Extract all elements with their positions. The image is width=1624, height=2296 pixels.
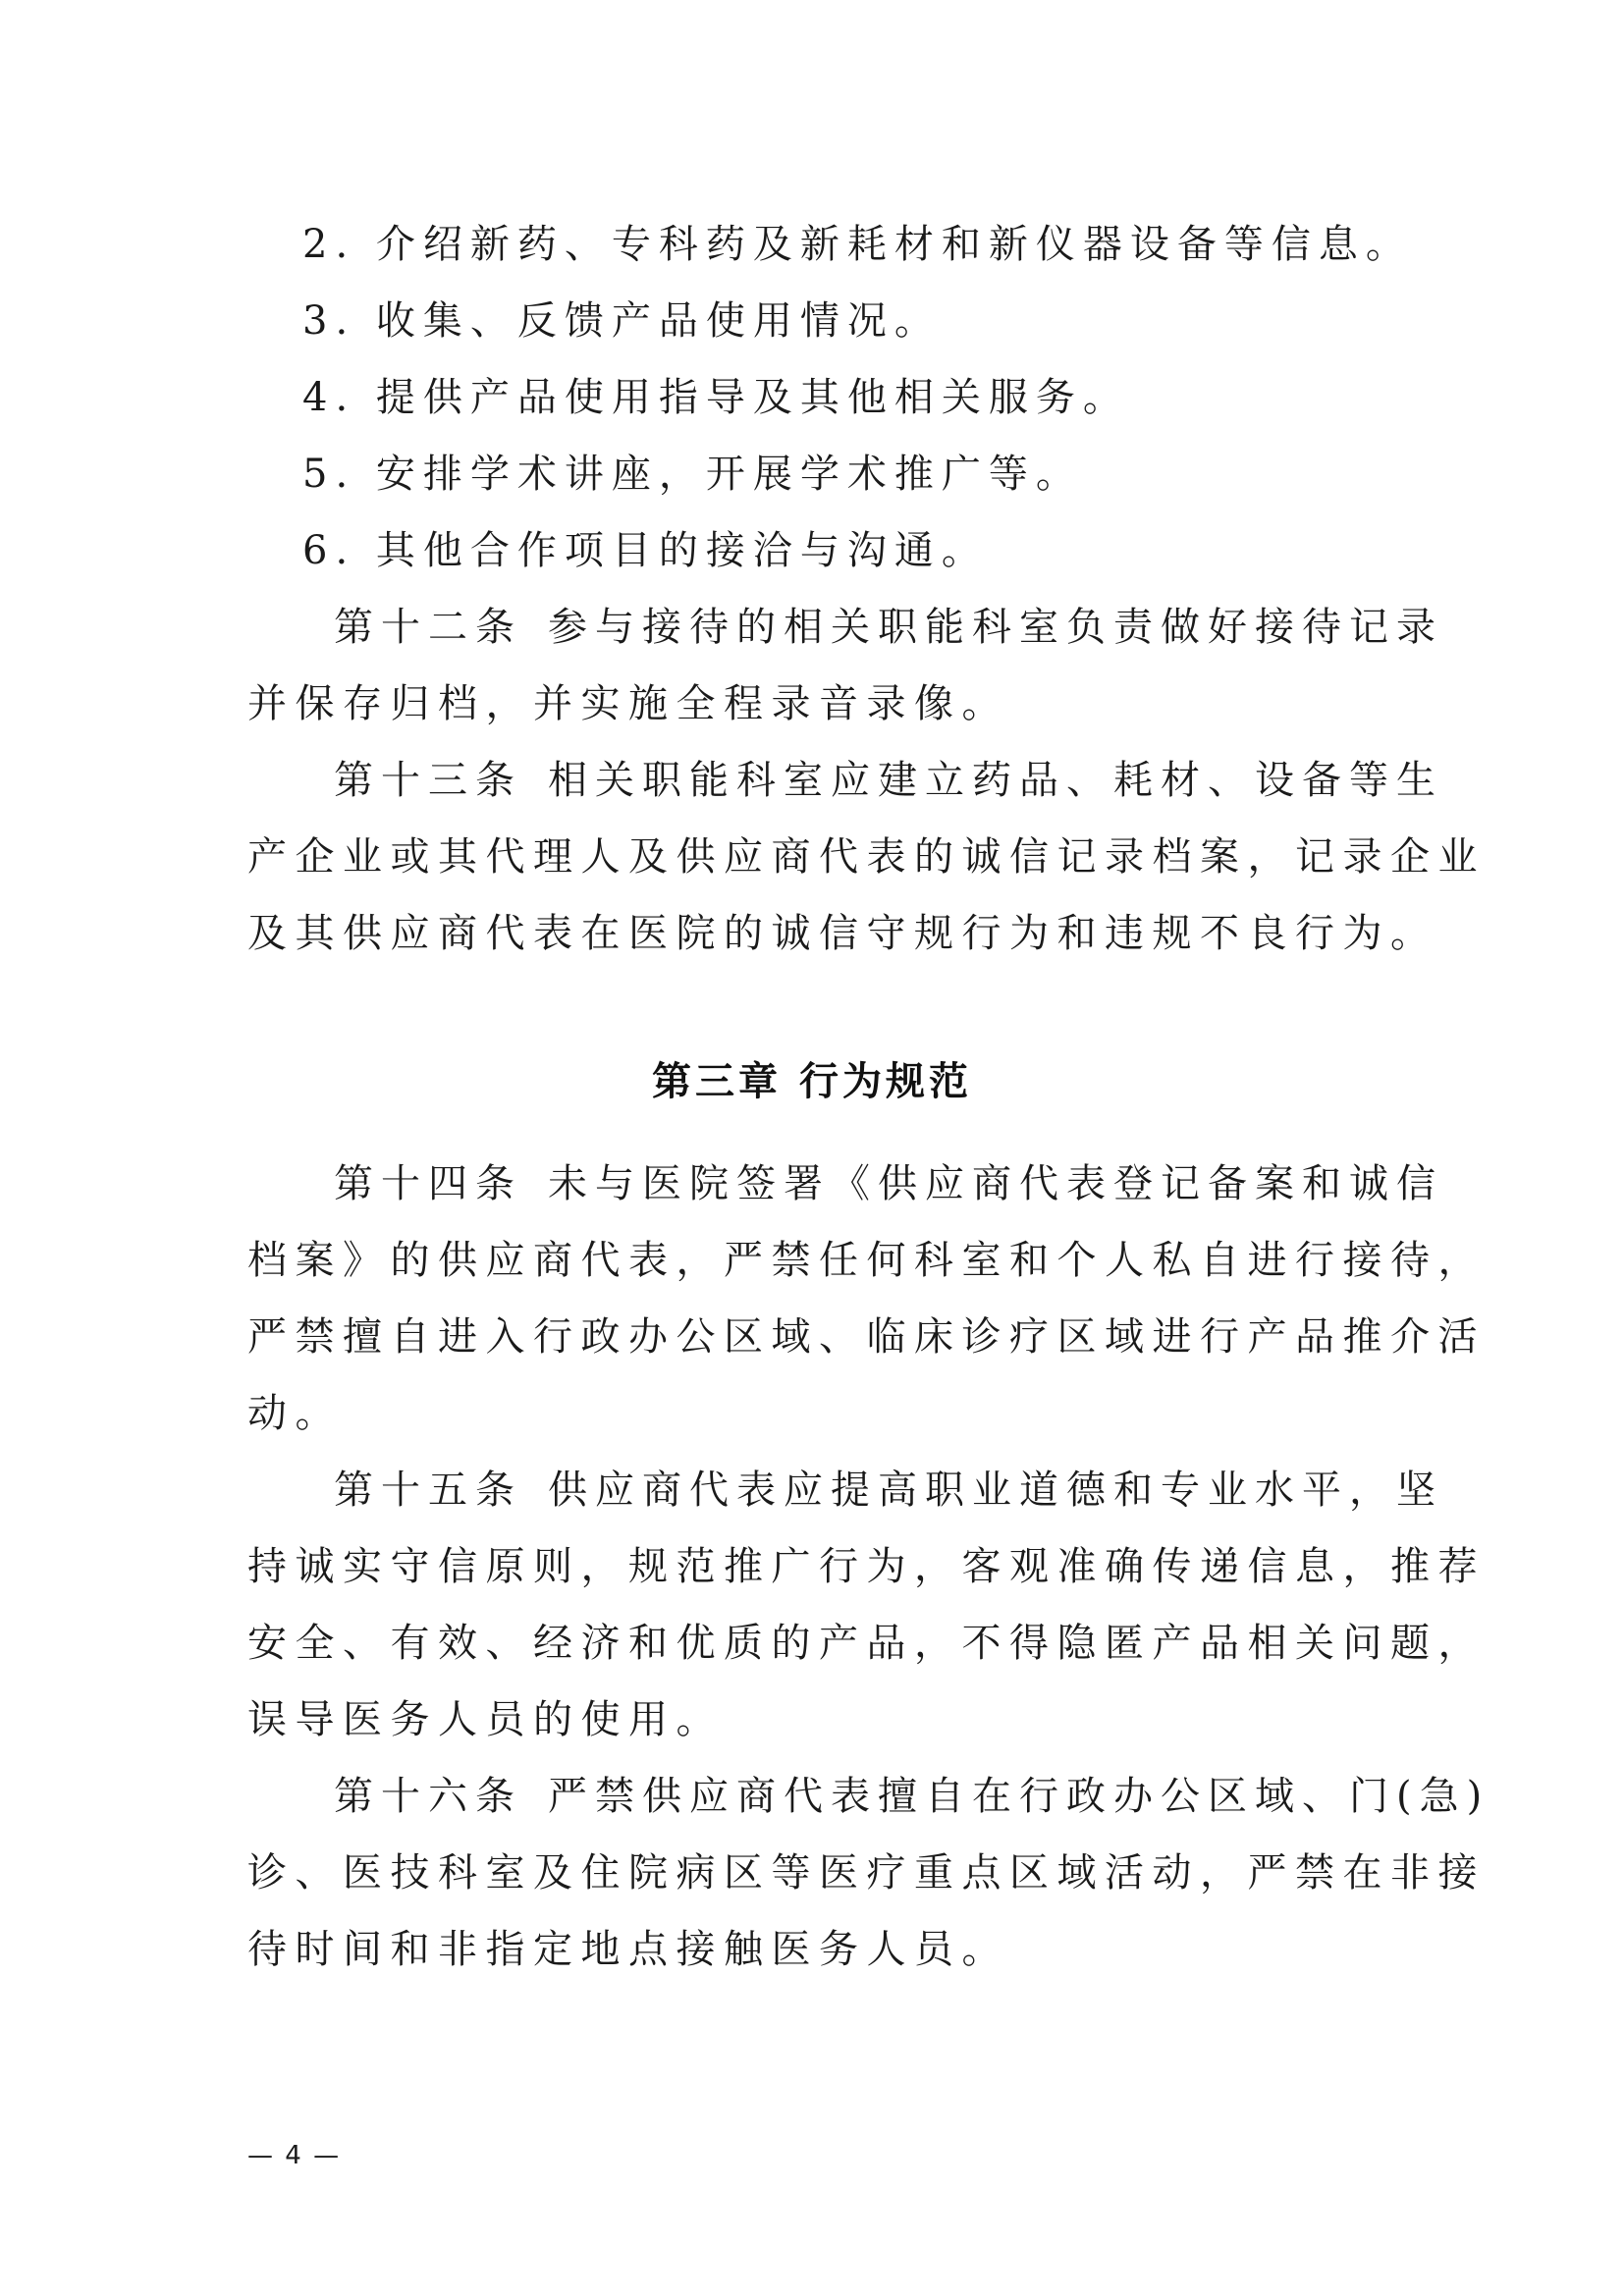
article-15-text-1: 供应商代表应提高职业道德和专业水平，坚 [548,1468,1443,1513]
list-item-5: 5. 安排学术讲座，开展学术推广等。 [302,452,1083,497]
article-12-text-1: 参与接待的相关职能科室负责做好接待记录 [548,605,1443,650]
article-16-label: 第十六条 [334,1774,522,1819]
article-14-line-2: 档案》的供应商代表，严禁任何科室和个人私自进行接待， [247,1238,1486,1283]
list-item-6: 6. 其他合作项目的接洽与沟通。 [302,528,989,573]
article-16-line-1 [334,1771,1490,1822]
article-13-line-2: 产企业或其代理人及供应商代表的诚信记录档案，记录企业 [247,834,1486,880]
article-15-line-1 [334,1465,1473,1516]
page-number: — 4 — [247,2141,342,2170]
chapter-3-heading: 第三章 行为规范 [652,1059,972,1104]
list-item-3: 3. 收集、反馈产品使用情况。 [302,298,942,344]
article-13-line-1 [334,755,1473,806]
article-15-line-4: 误导医务人员的使用。 [247,1697,724,1742]
list-item-2: 2. 介绍新药、专科药及新耗材和新仪器设备等信息。 [302,222,1413,267]
article-14-text-1: 未与医院签署《供应商代表登记备案和诚信 [548,1161,1443,1206]
article-14-label: 第十四条 [334,1161,522,1206]
article-15-line-3: 安全、有效、经济和优质的产品，不得隐匿产品相关问题， [247,1621,1486,1666]
article-15-label: 第十五条 [334,1468,522,1513]
article-13-line-3: 及其供应商代表在医院的诚信守规行为和违规不良行为。 [247,911,1438,956]
list-item-4: 4. 提供产品使用指导及其他相关服务。 [302,375,1130,420]
article-12-label: 第十二条 [334,605,522,650]
article-13-label: 第十三条 [334,758,522,803]
article-14-line-1 [334,1158,1473,1209]
article-13-text-1: 相关职能科室应建立药品、耗材、设备等生 [548,758,1443,803]
article-12-line-1 [334,602,1473,653]
article-12-line-2: 并保存归档，并实施全程录音录像。 [247,681,1009,726]
article-16-line-3: 待时间和非指定地点接触医务人员。 [247,1927,1009,1972]
article-16-line-2: 诊、医技科室及住院病区等医疗重点区域活动，严禁在非接 [247,1850,1486,1896]
article-15-line-2: 持诚实守信原则，规范推广行为，客观准确传递信息，推荐 [247,1544,1486,1589]
article-14-line-3: 严禁擅自进入行政办公区域、临床诊疗区域进行产品推介活 [247,1314,1486,1360]
article-16-text-1: 严禁供应商代表擅自在行政办公区域、门(急) [548,1774,1490,1819]
article-14-line-4: 动。 [247,1391,343,1436]
